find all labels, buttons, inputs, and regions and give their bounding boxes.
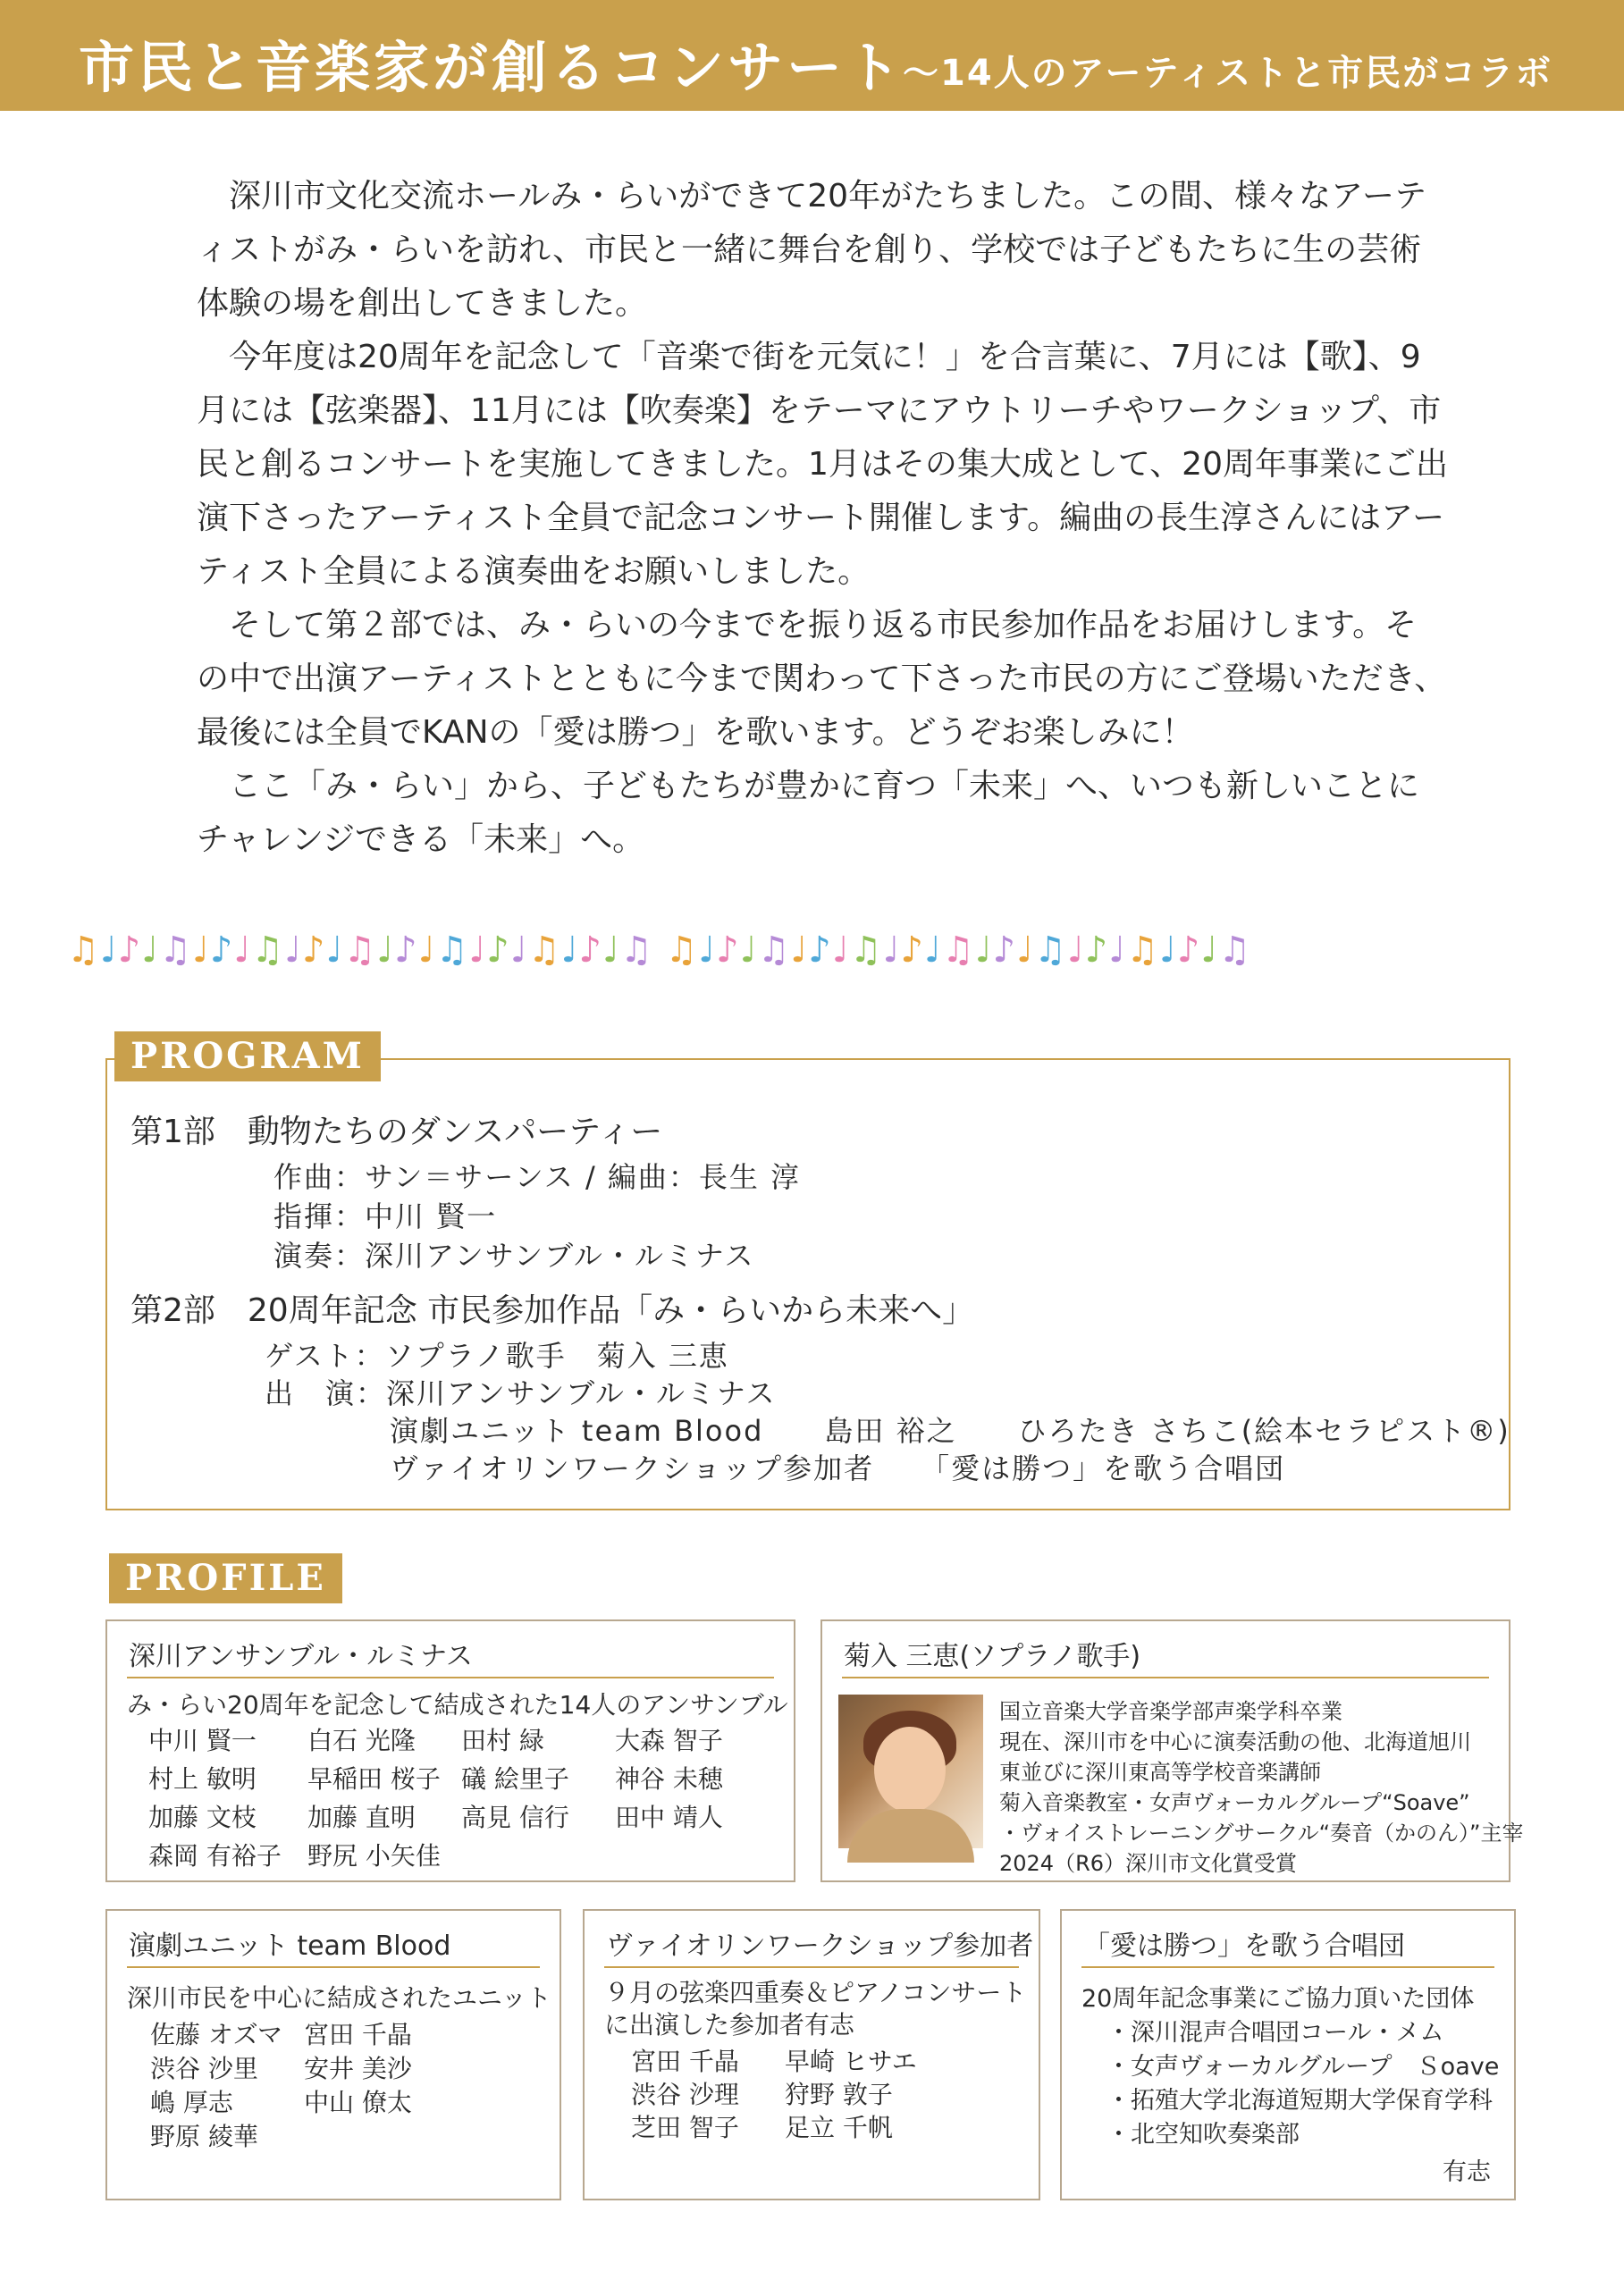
intro-paragraph: 深川市文化交流ホールみ・らいができて20年がたちました。この間、様々なアーティストがみ・らいを訪れ、市民と一緒に舞台を創り、学校では子どもたちに生の芸術体験の場を創出してきました。	[197, 178, 1427, 322]
program-part1-heading: 第1部 動物たちのダンスパーティー	[130, 1114, 663, 1150]
music-note-icon: ♫	[1218, 930, 1252, 971]
music-note-icon: ♫	[159, 930, 192, 971]
member-name: 渋谷 沙里	[150, 2054, 258, 2083]
program-part2-cast: 出 演：深川アンサンブル・ルミナス	[265, 1376, 777, 1410]
music-note-icon: ♩	[1066, 930, 1085, 971]
member-name: 神谷 未穂	[615, 1764, 723, 1794]
music-note-icon: ♩	[698, 930, 717, 971]
portrait-face	[874, 1727, 946, 1813]
member-name: 芝田 智子	[631, 2113, 739, 2142]
member-name: 早崎 ヒサエ	[785, 2047, 917, 2076]
music-note-icon: ♫	[435, 930, 469, 971]
header-banner	[0, 0, 1624, 111]
card-description: 深川市民を中心に結成されたユニット	[127, 1983, 551, 2013]
music-note-icon	[653, 930, 666, 971]
member-name: 野尻 小矢佳	[307, 1841, 441, 1871]
music-note-icon: ♩	[602, 930, 620, 971]
music-note-icon: ♫	[67, 930, 100, 971]
program-part2-cast-line: ヴァイオリンワークショップ参加者 「愛は勝つ」を歌う合唱団	[390, 1451, 1286, 1485]
bio-line: 東並びに深川東高等学校音楽講師	[999, 1760, 1321, 1785]
program-part2-heading: 第2部 20周年記念 市民参加作品「み・らいから未来へ」	[130, 1292, 975, 1329]
music-notes-divider	[67, 930, 1569, 971]
member-name: 中川 賢一	[148, 1726, 257, 1755]
member-name: 礒 絵里子	[461, 1764, 569, 1794]
music-note-icon: ♩	[923, 930, 942, 971]
music-note-icon: ♩	[1200, 930, 1219, 971]
member-name: 野原 綾華	[150, 2122, 258, 2151]
member-name: 宮田 千晶	[304, 2020, 412, 2049]
music-note-icon: ♩	[831, 930, 850, 971]
member-name: 中山 僚太	[304, 2088, 412, 2117]
page-title: 市民と音楽家が創るコンサート	[79, 35, 905, 100]
member-name: 白石 光隆	[307, 1726, 416, 1755]
profile-card-violin	[583, 1909, 1040, 2200]
group-item: ・深川混声合唱団コール・メム	[1107, 2019, 1444, 2047]
portrait-shoulders	[847, 1809, 974, 1863]
music-note-icon: ♩	[790, 930, 809, 971]
group-item: ・女声ヴォーカルグループ Ｓoave	[1107, 2053, 1500, 2081]
music-note-icon: ♩	[1158, 930, 1177, 971]
music-note-icon: ♪	[209, 930, 234, 971]
program-part2-guest: ゲスト：ソプラノ歌手 菊入 三恵	[265, 1339, 729, 1373]
intro-text	[197, 170, 1448, 867]
card-title: 「愛は勝つ」を歌う合唱団	[1083, 1930, 1405, 1962]
member-name: 早稲田 桜子	[307, 1764, 441, 1794]
card-divider	[127, 1677, 774, 1678]
member-name: 嶋 厚志	[150, 2088, 233, 2117]
member-name: 加藤 文枝	[148, 1803, 257, 1832]
program-part1-performer: 演奏：深川アンサンブル・ルミナス	[273, 1239, 755, 1273]
member-name: 田村 緑	[461, 1726, 544, 1755]
member-name: 大森 智子	[615, 1726, 723, 1755]
description-line: ９月の弦楽四重奏＆ピアノコンサート	[604, 1978, 1027, 2007]
music-note-icon: ♩	[192, 930, 210, 971]
page-subtitle: ～14人のアーティストと市民がコラボ	[903, 53, 1553, 94]
music-note-icon: ♪	[716, 930, 740, 971]
music-note-icon: ♪	[578, 930, 602, 971]
music-note-icon: ♫	[665, 930, 699, 971]
member-name: 足立 千帆	[785, 2113, 893, 2142]
music-note-icon: ♩	[882, 930, 901, 971]
music-note-icon: ♫	[527, 930, 561, 971]
music-note-icon: ♩	[376, 930, 395, 971]
music-note-icon: ♩	[141, 930, 160, 971]
profile-card-kikuiri	[820, 1619, 1524, 1882]
intro-paragraph: ここ「み・らい」から、子どもたちが豊かに育つ「未来」へ、いつも新しいことにチャレンジできる「未来」へ。	[197, 768, 1420, 858]
profile-card-teamblood	[105, 1909, 561, 2200]
group-list	[1107, 2016, 1499, 2152]
music-note-icon: ♪	[302, 930, 326, 971]
member-name: 高見 信行	[461, 1803, 569, 1832]
card-title: 演劇ユニット team Blood	[129, 1930, 451, 1962]
profile-label: PROFILE	[109, 1553, 342, 1603]
bio-line: ・ヴォイストレーニングサークル“奏音（かのん）”主宰	[999, 1821, 1524, 1846]
card-divider	[1081, 1966, 1494, 1968]
music-note-icon: ♪	[808, 930, 832, 971]
member-grid	[150, 2018, 543, 2188]
music-note-icon: ♩	[974, 930, 993, 971]
music-note-icon: ♩	[509, 930, 528, 971]
group-item: ・北空知吹奏楽部	[1107, 2121, 1300, 2149]
music-note-icon: ♩	[233, 930, 252, 971]
bio-text	[999, 1696, 1523, 1879]
description-line: に出演した参加者有志	[604, 2010, 855, 2040]
card-description: 20周年記念事業にご協力頂いた団体	[1081, 1985, 1475, 2013]
card-description	[604, 1977, 1026, 2041]
card-title: 深川アンサンブル・ルミナス	[129, 1641, 473, 1672]
music-note-icon: ♩	[417, 930, 436, 971]
bio-line: 菊入音楽教室・女声ヴォーカルグループ“Soave”	[999, 1790, 1470, 1815]
card-description: み・らい20周年を記念して結成された14人のアンサンブル	[127, 1690, 788, 1720]
music-note-icon: ♪	[486, 930, 510, 971]
music-note-icon: ♫	[251, 930, 285, 971]
music-note-icon: ♩	[1108, 930, 1127, 971]
profile-card-choir	[1060, 1909, 1516, 2200]
member-grid	[631, 2045, 1024, 2152]
member-name: 佐藤 オズマ	[150, 2020, 283, 2049]
member-name: 村上 敏明	[148, 1764, 257, 1794]
member-name: 渋谷 沙理	[631, 2080, 739, 2109]
member-name: 安井 美沙	[304, 2054, 412, 2083]
music-note-icon: ♩	[284, 930, 303, 971]
intro-paragraph: 今年度は20周年を記念して「音楽で街を元気に！」を合言葉に、7月には【歌】、9月には【弦楽器】、11月には【吹奏楽】をテーマにアウトリーチやワークショップ、市民と創るコンサートを実施してきました。1月はその集大成として、20周年事業にご出演下さったアーティスト全員で記念コンサート開催します。編曲の長生淳さんにはアーティスト全員による演奏曲をお願いしました。	[197, 339, 1448, 590]
program-part1-composer: 作曲：サン＝サーンス / 編曲：長生 淳	[273, 1160, 802, 1194]
music-note-icon: ♫	[1033, 930, 1067, 971]
music-note-icon: ♫	[343, 930, 377, 971]
music-note-icon: ♪	[117, 930, 142, 971]
music-note-icon: ♩	[468, 930, 487, 971]
portrait-photo	[838, 1695, 983, 1848]
profile-card-luminas	[105, 1619, 795, 1882]
music-note-icon: ♩	[1016, 930, 1034, 971]
card-title: 菊入 三恵(ソプラノ歌手)	[844, 1641, 1141, 1672]
music-note-icon: ♩	[739, 930, 758, 971]
music-note-icon: ♪	[900, 930, 924, 971]
card-divider	[127, 1966, 540, 1968]
program-part2-cast-line: 演劇ユニット team Blood 島田 裕之 ひろたき さちこ(絵本セラピスト®)	[390, 1414, 1510, 1448]
music-note-icon: ♫	[941, 930, 975, 971]
music-note-icon: ♪	[394, 930, 418, 971]
music-note-icon: ♪	[1176, 930, 1201, 971]
music-note-icon: ♩	[325, 930, 344, 971]
member-name: 加藤 直明	[307, 1803, 416, 1832]
music-note-icon: ♫	[757, 930, 791, 971]
card-title: ヴァイオリンワークショップ参加者	[606, 1930, 1034, 1962]
card-footer: 有志	[1443, 2158, 1491, 2186]
music-note-icon: ♩	[99, 930, 118, 971]
music-note-icon: ♫	[849, 930, 883, 971]
program-part1-conductor: 指揮：中川 賢一	[273, 1199, 498, 1233]
program-label: PROGRAM	[114, 1031, 381, 1081]
bio-line: 現在、深川市を中心に演奏活動の他、北海道旭川	[999, 1729, 1471, 1754]
member-grid	[148, 1721, 774, 1882]
group-item: ・拓殖大学北海道短期大学保育学科	[1107, 2087, 1493, 2115]
card-divider	[842, 1677, 1489, 1678]
intro-paragraph: そして第２部では、み・らいの今までを振り返る市民参加作品をお届けします。その中で出演アーティストとともに今まで関わって下さった市民の方にご登場いただき、最後には全員でKANの「愛は勝つ」を歌います。どうぞお楽しみに！	[197, 607, 1447, 751]
member-name: 森岡 有裕子	[148, 1841, 282, 1871]
music-note-icon: ♪	[992, 930, 1017, 971]
member-name: 狩野 敦子	[785, 2080, 893, 2109]
member-name: 宮田 千晶	[631, 2047, 739, 2076]
card-divider	[604, 1966, 1019, 1968]
music-note-icon: ♫	[619, 930, 653, 971]
music-note-icon: ♪	[1084, 930, 1109, 971]
bio-line: 国立音楽大学音楽学部声楽学科卒業	[999, 1699, 1342, 1724]
music-note-icon: ♩	[560, 930, 579, 971]
music-note-icon: ♫	[1126, 930, 1159, 971]
member-name: 田中 靖人	[615, 1803, 723, 1832]
bio-line: 2024（R6）深川市文化賞受賞	[999, 1851, 1298, 1876]
